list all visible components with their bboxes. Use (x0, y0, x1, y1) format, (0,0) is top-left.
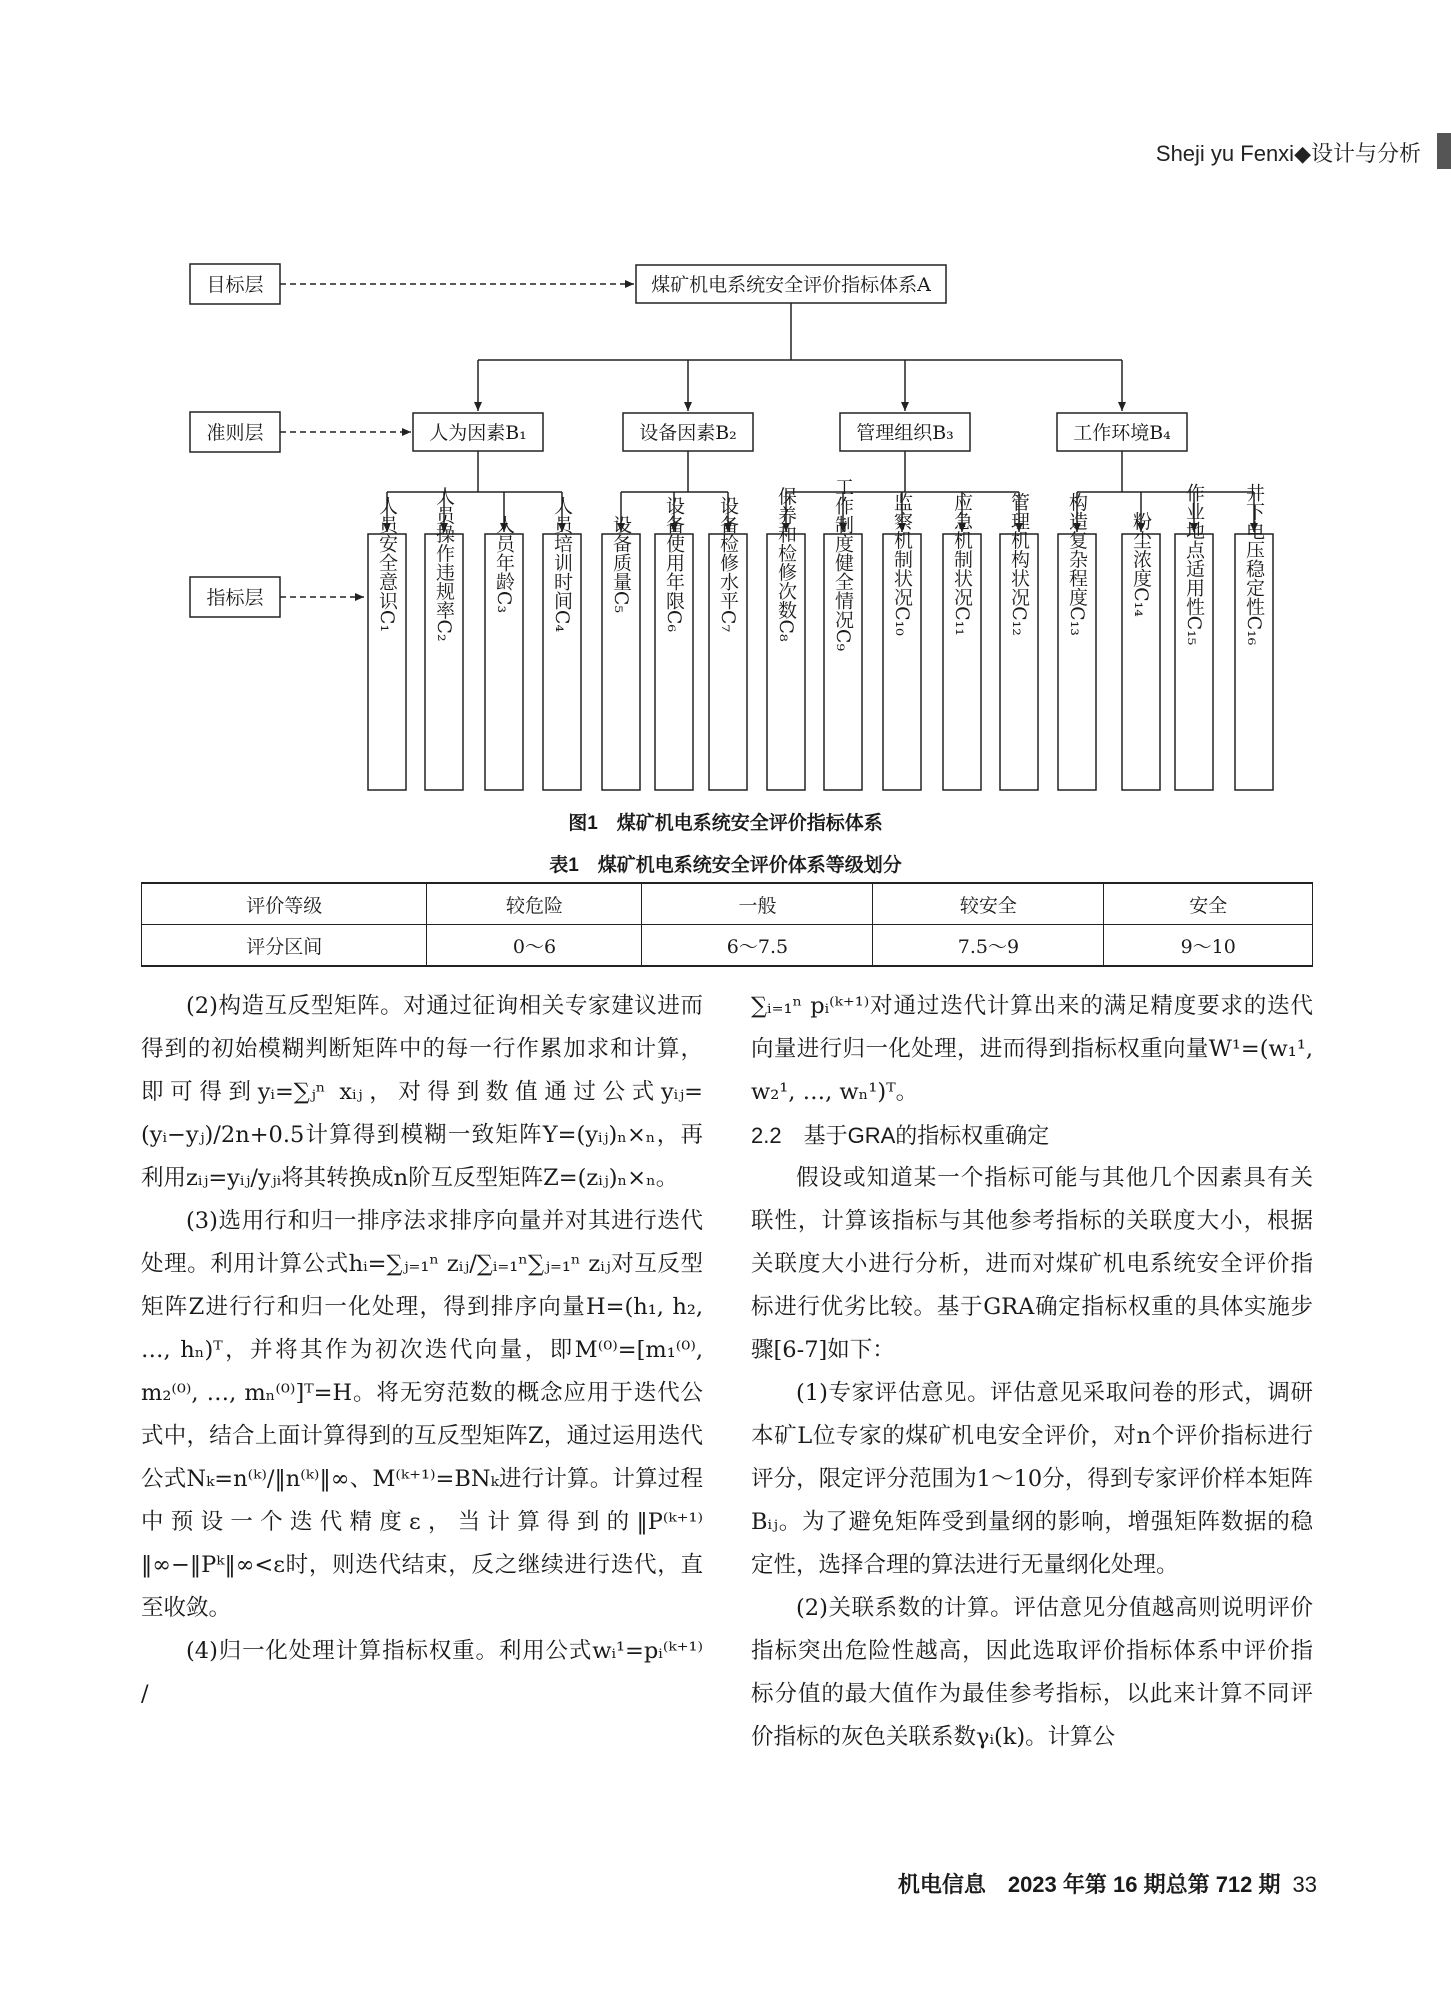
indicator-label: 人员年龄C₃ (493, 514, 515, 614)
indicator-label: 人员安全意识C₁ (376, 495, 398, 633)
indicator-label: 人员操作违规率C₂ (433, 486, 455, 642)
indicator-label: 保养和检修次数C₈ (775, 486, 797, 642)
table-row (142, 883, 1313, 925)
indicator-label: 井下电压稳定性C₁₆ (1243, 482, 1265, 646)
figure-caption: 图1 煤矿机电系统安全评价指标体系 (568, 813, 883, 834)
table-cell: 7.5～9 (873, 925, 1104, 967)
criteria-label: 人为因素B₁ (429, 422, 527, 444)
running-title: Sheji yu Fenxi◆设计与分析 (1155, 141, 1421, 166)
journal-info: 机电信息 2023 年第 16 期总第 712 期 (897, 1872, 1281, 1897)
table-caption: 表1 煤矿机电系统安全评价体系等级划分 (549, 855, 902, 876)
hierarchy-figure (0, 0, 1451, 800)
paragraph: ∑ᵢ₌₁ⁿ pᵢ⁽ᵏ⁺¹⁾对通过迭代计算出来的满足精度要求的迭代向量进行归一化处理，进而得到指标权重向量W¹=(w₁¹, w₂¹, …, wₙ¹)ᵀ。 (751, 993, 1313, 1105)
indicator-label: 作业地点适用性C₁₅ (1183, 482, 1205, 646)
table-cell: 0～6 (427, 925, 642, 967)
layer-label: 目标层 (206, 274, 264, 296)
indicator-label: 设备使用年限C₆ (663, 495, 685, 633)
table-row (142, 925, 1313, 967)
table-cell: 6～7.5 (642, 925, 873, 967)
paragraph: (1)专家评估意见。评估意见采取问卷的形式，调研本矿L位专家的煤矿机电安全评价，对n个评价指标进行评分，限定评分范围为1～10分，得到专家评价样本矩阵Bᵢⱼ。为了避免矩阵受到量纲的影响，增强矩阵数据的稳定性，选择合理的算法进行无量纲化处理。 (751, 1380, 1313, 1578)
criteria-label: 管理组织B₃ (856, 422, 954, 444)
paragraph: (2)关联系数的计算。评估意见分值越高则说明评价指标突出危险性越高，因此选取评价指标体系中评价指标分值的最大值作为最佳参考指标，以此来计算不同评价指标的灰色关联系数γᵢ(k)。计算公 (751, 1595, 1313, 1750)
paragraph: (2)构造互反型矩阵。对通过征询相关专家建议进而得到的初始模糊判断矩阵中的每一行作累加求和计算，即可得到yᵢ=∑ⱼⁿ xᵢⱼ，对得到数值通过公式yᵢⱼ=(yᵢ−yⱼ)/2n+0.5计算得到模糊一致矩阵Y=(yᵢⱼ)ₙ×ₙ，再利用zᵢⱼ=yᵢⱼ/yⱼᵢ将其转换成n阶互反型矩阵Z=(zᵢⱼ)ₙ×ₙ。 (141, 993, 703, 1191)
indicator-label: 设备质量C₅ (610, 514, 632, 614)
indicator-label: 人员培训时间C₄ (551, 495, 573, 633)
indicator-label: 应急机制状况C₁₁ (951, 492, 973, 636)
indicator-label: 构造复杂程度C₁₃ (1066, 492, 1088, 636)
right-column (751, 985, 1313, 1759)
indicator-label: 管理机构状况C₁₂ (1008, 492, 1030, 636)
paragraph: (4)归一化处理计算指标权重。利用公式wᵢ¹=pᵢ⁽ᵏ⁺¹⁾ / (141, 1638, 703, 1707)
table-cell: 9～10 (1104, 925, 1313, 967)
paragraph: 假设或知道某一个指标可能与其他几个因素具有关联性，计算该指标与其他参考指标的关联度大小，根据关联度大小进行分析，进而对煤矿机电系统安全评价指标进行优劣比较。基于GRA确定指标权重的具体实施步骤[6-7]如下： (751, 1165, 1313, 1363)
table-cell: 较安全 (873, 883, 1104, 925)
grade-table (141, 882, 1313, 967)
indicator-label: 粉尘浓度C₁₄ (1130, 511, 1152, 617)
criteria-label: 工作环境B₄ (1073, 422, 1171, 444)
table-cell: 安全 (1104, 883, 1313, 925)
paragraph: (3)选用行和归一排序法求排序向量并对其进行迭代处理。利用计算公式hᵢ=∑ⱼ₌₁ⁿ zᵢⱼ/∑ᵢ₌₁ⁿ∑ⱼ₌₁ⁿ zᵢⱼ对互反型矩阵Z进行行和归一化处理，得到排序向量H=(h₁, h₂, …, hₙ)ᵀ，并将其作为初次迭代向量，即M⁽⁰⁾=[m₁⁽⁰⁾, m₂⁽⁰⁾, …, mₙ⁽⁰⁾]ᵀ=H。将无穷范数的概念应用于迭代公式中，结合上面计算得到的互反型矩阵Z，通过运用迭代公式Nₖ=n⁽ᵏ⁾/‖n⁽ᵏ⁾‖∞、M⁽ᵏ⁺¹⁾=BNₖ进行计算。计算过程中预设一个迭代精度ε，当计算得到的‖P⁽ᵏ⁺¹⁾‖∞−‖Pᵏ‖∞<ε时，则迭代结束，反之继续进行迭代，直至收敛。 (141, 1208, 703, 1621)
page-footer (898, 1868, 1317, 1899)
table-cell: 评分区间 (142, 925, 427, 967)
table-cell: 一般 (642, 883, 873, 925)
table-cell: 较危险 (427, 883, 642, 925)
page-number: 33 (1292, 1872, 1317, 1897)
indicator-label: 设备检修水平C₇ (717, 495, 739, 633)
criteria-label: 设备因素B₂ (639, 422, 737, 444)
indicator-label: 监察机制状况C₁₀ (891, 492, 913, 636)
section-heading: 2.2 基于GRA的指标权重确定 (751, 1123, 1050, 1148)
table-cell: 评价等级 (142, 883, 427, 925)
indicator-label: 工作制度健全情况C₉ (832, 476, 854, 652)
layer-label: 准则层 (206, 422, 264, 444)
left-column (141, 985, 703, 1716)
layer-label: 指标层 (206, 587, 264, 609)
root-label: 煤矿机电系统安全评价指标体系A (651, 274, 931, 296)
